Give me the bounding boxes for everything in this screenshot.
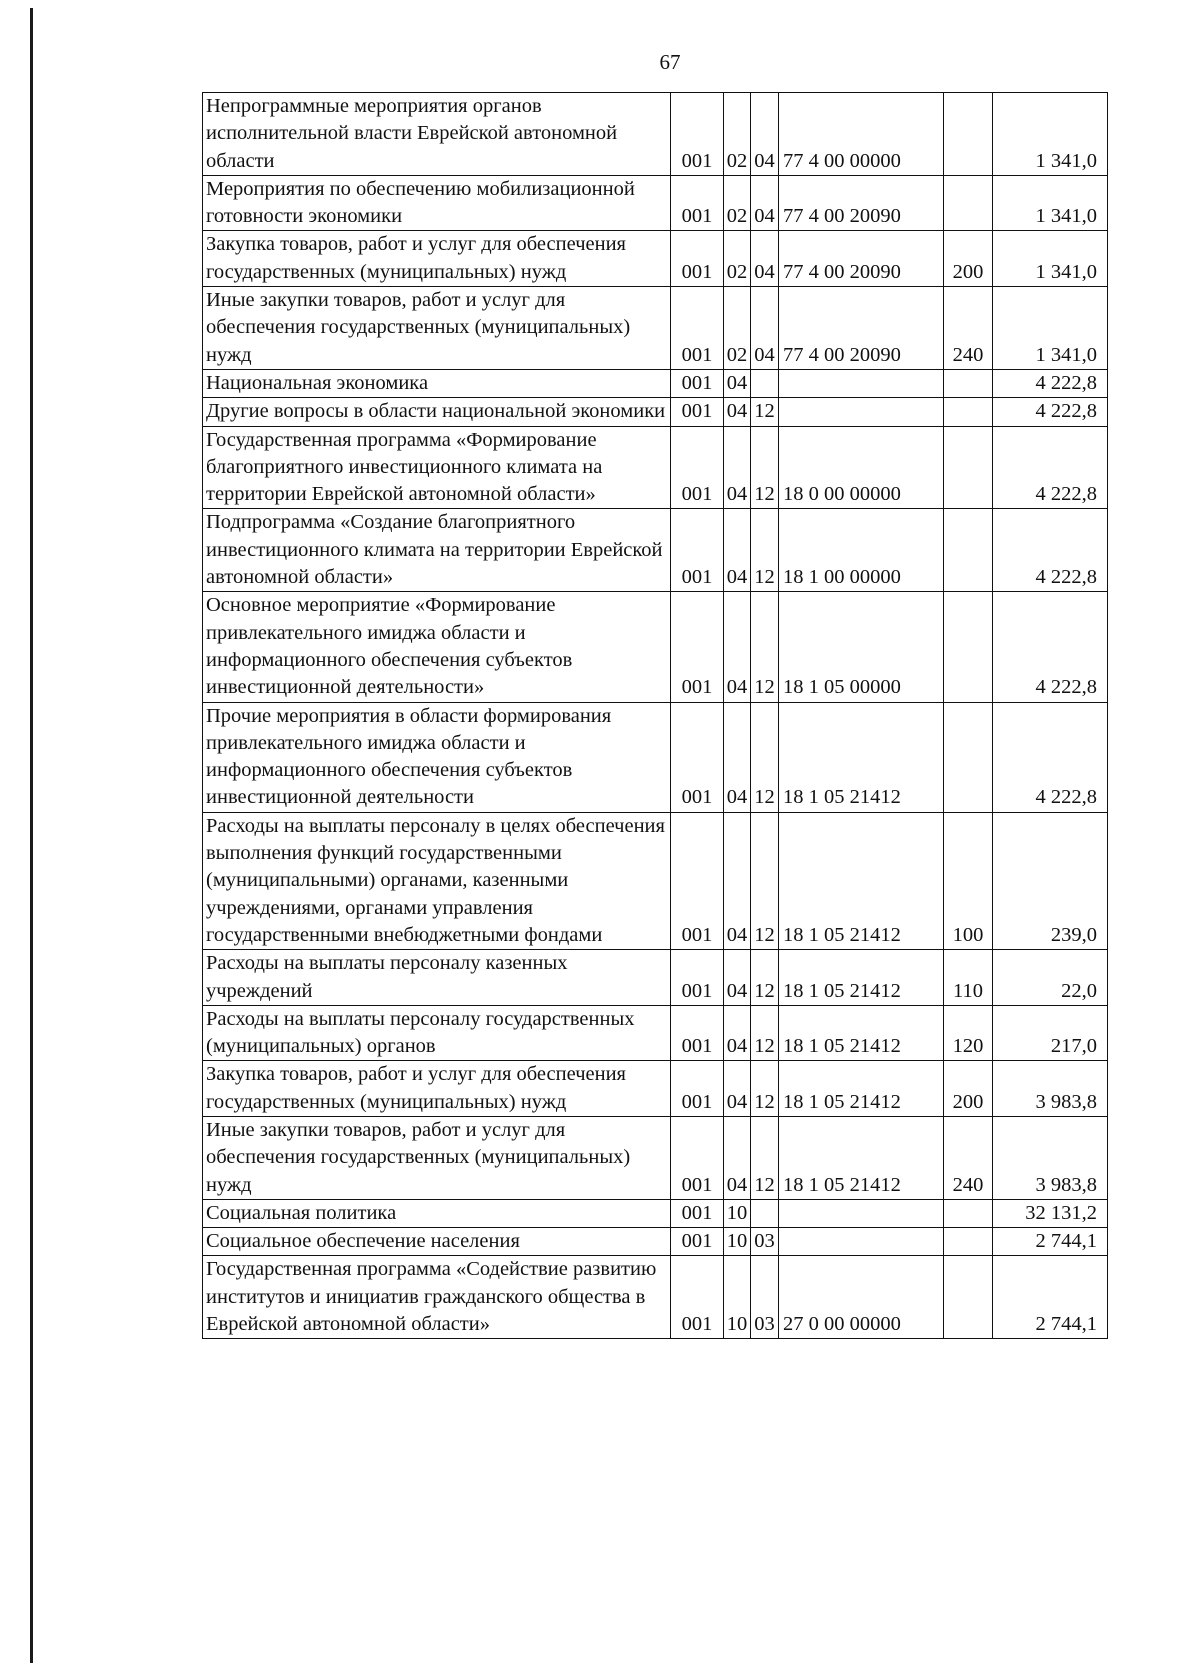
- row-subsection-code: 12: [751, 1005, 779, 1061]
- row-grbs-code: 001: [671, 950, 724, 1006]
- row-name: Непрограммные мероприятия органов исполнительной власти Еврейской автономной области: [203, 93, 671, 176]
- row-expense-type: [944, 509, 993, 592]
- row-section-code: 04: [724, 1005, 751, 1061]
- row-subsection-code: 12: [751, 702, 779, 812]
- row-name: Закупка товаров, работ и услуг для обеспечения государственных (муниципальных) нужд: [203, 1061, 671, 1117]
- row-amount: 1 341,0: [993, 93, 1108, 176]
- row-amount: 4 222,8: [993, 398, 1108, 426]
- row-amount: 22,0: [993, 950, 1108, 1006]
- row-grbs-code: 001: [671, 702, 724, 812]
- table-row: [203, 812, 1108, 949]
- row-grbs-code: 001: [671, 426, 724, 509]
- row-subsection-code: 12: [751, 426, 779, 509]
- row-expense-type: [944, 175, 993, 231]
- table-row: [203, 93, 1108, 176]
- table-row: [203, 369, 1108, 397]
- row-grbs-code: 001: [671, 1061, 724, 1117]
- row-section-code: 04: [724, 1061, 751, 1117]
- row-target-code: [779, 1228, 944, 1256]
- row-name: Подпрограмма «Создание благоприятного инвестиционного климата на территории Еврейской автономной области»: [203, 509, 671, 592]
- row-section-code: 10: [724, 1228, 751, 1256]
- table-row: [203, 398, 1108, 426]
- row-section-code: 04: [724, 509, 751, 592]
- row-expense-type: 100: [944, 812, 993, 949]
- row-grbs-code: 001: [671, 1116, 724, 1199]
- row-subsection-code: 12: [751, 592, 779, 702]
- row-amount: 4 222,8: [993, 592, 1108, 702]
- row-target-code: 18 1 05 21412: [779, 1061, 944, 1117]
- row-subsection-code: 12: [751, 950, 779, 1006]
- row-subsection-code: 12: [751, 812, 779, 949]
- row-target-code: [779, 398, 944, 426]
- row-grbs-code: 001: [671, 175, 724, 231]
- row-section-code: 10: [724, 1199, 751, 1227]
- table-row: [203, 287, 1108, 370]
- row-subsection-code: 03: [751, 1256, 779, 1339]
- binding-edge-line: [30, 8, 33, 1663]
- table-row: [203, 1228, 1108, 1256]
- budget-table-body: [203, 93, 1108, 1339]
- row-target-code: 18 1 05 21412: [779, 950, 944, 1006]
- row-section-code: 10: [724, 1256, 751, 1339]
- row-amount: 2 744,1: [993, 1228, 1108, 1256]
- row-name: Иные закупки товаров, работ и услуг для обеспечения государственных (муниципальных) нужд: [203, 287, 671, 370]
- row-name: Государственная программа «Формирование благоприятного инвестиционного климата на территории Еврейской автономной области»: [203, 426, 671, 509]
- row-grbs-code: 001: [671, 287, 724, 370]
- row-target-code: [779, 1199, 944, 1227]
- row-name: Социальная политика: [203, 1199, 671, 1227]
- row-section-code: 04: [724, 592, 751, 702]
- table-row: [203, 1199, 1108, 1227]
- row-expense-type: [944, 592, 993, 702]
- row-amount: 217,0: [993, 1005, 1108, 1061]
- row-section-code: 04: [724, 369, 751, 397]
- table-row: [203, 1116, 1108, 1199]
- row-grbs-code: 001: [671, 812, 724, 949]
- table-row: [203, 592, 1108, 702]
- row-target-code: 77 4 00 00000: [779, 93, 944, 176]
- row-target-code: 18 1 05 21412: [779, 1005, 944, 1061]
- row-expense-type: 240: [944, 287, 993, 370]
- row-subsection-code: 04: [751, 175, 779, 231]
- row-section-code: 02: [724, 287, 751, 370]
- row-amount: 1 341,0: [993, 231, 1108, 287]
- table-row: [203, 1061, 1108, 1117]
- row-section-code: 04: [724, 702, 751, 812]
- row-expense-type: [944, 93, 993, 176]
- row-section-code: 04: [724, 812, 751, 949]
- row-subsection-code: 03: [751, 1228, 779, 1256]
- row-subsection-code: 12: [751, 1061, 779, 1117]
- row-name: Иные закупки товаров, работ и услуг для обеспечения государственных (муниципальных) нужд: [203, 1116, 671, 1199]
- row-target-code: 77 4 00 20090: [779, 231, 944, 287]
- row-target-code: 18 1 05 00000: [779, 592, 944, 702]
- row-target-code: 77 4 00 20090: [779, 287, 944, 370]
- row-grbs-code: 001: [671, 1256, 724, 1339]
- row-expense-type: [944, 369, 993, 397]
- row-name: Государственная программа «Содействие развитию институтов и инициатив гражданского общества в Еврейской автономной области»: [203, 1256, 671, 1339]
- row-amount: 4 222,8: [993, 426, 1108, 509]
- row-grbs-code: 001: [671, 369, 724, 397]
- row-amount: 3 983,8: [993, 1116, 1108, 1199]
- row-expense-type: 240: [944, 1116, 993, 1199]
- row-target-code: 18 1 05 21412: [779, 1116, 944, 1199]
- row-amount: 3 983,8: [993, 1061, 1108, 1117]
- row-name: Прочие мероприятия в области формирования привлекательного имиджа области и информационного обеспечения субъектов инвестиционной деятельности: [203, 702, 671, 812]
- row-name: Национальная экономика: [203, 369, 671, 397]
- row-amount: 4 222,8: [993, 702, 1108, 812]
- row-expense-type: [944, 702, 993, 812]
- row-grbs-code: 001: [671, 1199, 724, 1227]
- row-target-code: 18 0 00 00000: [779, 426, 944, 509]
- row-name: Социальное обеспечение населения: [203, 1228, 671, 1256]
- row-grbs-code: 001: [671, 509, 724, 592]
- row-grbs-code: 001: [671, 592, 724, 702]
- row-amount: 32 131,2: [993, 1199, 1108, 1227]
- table-row: [203, 509, 1108, 592]
- row-subsection-code: 04: [751, 287, 779, 370]
- row-subsection-code: [751, 1199, 779, 1227]
- row-target-code: 77 4 00 20090: [779, 175, 944, 231]
- row-subsection-code: 04: [751, 231, 779, 287]
- row-section-code: 02: [724, 231, 751, 287]
- row-expense-type: [944, 398, 993, 426]
- row-subsection-code: 12: [751, 509, 779, 592]
- row-target-code: [779, 369, 944, 397]
- table-row: [203, 231, 1108, 287]
- row-section-code: 02: [724, 175, 751, 231]
- page-number: 67: [659, 50, 681, 74]
- row-target-code: 18 1 00 00000: [779, 509, 944, 592]
- row-grbs-code: 001: [671, 231, 724, 287]
- row-section-code: 04: [724, 1116, 751, 1199]
- row-grbs-code: 001: [671, 398, 724, 426]
- table-row: [203, 1256, 1108, 1339]
- row-target-code: 18 1 05 21412: [779, 812, 944, 949]
- row-expense-type: 200: [944, 1061, 993, 1117]
- row-name: Расходы на выплаты персоналу государственных (муниципальных) органов: [203, 1005, 671, 1061]
- row-amount: 239,0: [993, 812, 1108, 949]
- row-grbs-code: 001: [671, 93, 724, 176]
- row-subsection-code: 04: [751, 93, 779, 176]
- budget-table: [202, 92, 1108, 1339]
- row-amount: 1 341,0: [993, 175, 1108, 231]
- row-subsection-code: [751, 369, 779, 397]
- row-name: Закупка товаров, работ и услуг для обеспечения государственных (муниципальных) нужд: [203, 231, 671, 287]
- table-row: [203, 175, 1108, 231]
- table-row: [203, 426, 1108, 509]
- row-name: Расходы на выплаты персоналу казенных учреждений: [203, 950, 671, 1006]
- row-subsection-code: 12: [751, 1116, 779, 1199]
- row-expense-type: [944, 1199, 993, 1227]
- row-amount: 4 222,8: [993, 369, 1108, 397]
- row-grbs-code: 001: [671, 1228, 724, 1256]
- row-target-code: 27 0 00 00000: [779, 1256, 944, 1339]
- row-section-code: 04: [724, 398, 751, 426]
- row-section-code: 04: [724, 950, 751, 1006]
- row-section-code: 02: [724, 93, 751, 176]
- row-section-code: 04: [724, 426, 751, 509]
- row-amount: 4 222,8: [993, 509, 1108, 592]
- row-amount: 1 341,0: [993, 287, 1108, 370]
- row-expense-type: 110: [944, 950, 993, 1006]
- table-row: [203, 950, 1108, 1006]
- table-row: [203, 702, 1108, 812]
- row-expense-type: [944, 1228, 993, 1256]
- row-target-code: 18 1 05 21412: [779, 702, 944, 812]
- row-expense-type: [944, 1256, 993, 1339]
- table-row: [203, 1005, 1108, 1061]
- row-name: Расходы на выплаты персоналу в целях обеспечения выполнения функций государственными (муниципальными) органами, казенными учреждениями, органами управления государственными внебюджетными фондами: [203, 812, 671, 949]
- row-expense-type: 120: [944, 1005, 993, 1061]
- row-name: Мероприятия по обеспечению мобилизационной готовности экономики: [203, 175, 671, 231]
- row-expense-type: 200: [944, 231, 993, 287]
- row-name: Другие вопросы в области национальной экономики: [203, 398, 671, 426]
- row-expense-type: [944, 426, 993, 509]
- row-grbs-code: 001: [671, 1005, 724, 1061]
- row-subsection-code: 12: [751, 398, 779, 426]
- row-amount: 2 744,1: [993, 1256, 1108, 1339]
- row-name: Основное мероприятие «Формирование привлекательного имиджа области и информационного обеспечения субъектов инвестиционной деятельности»: [203, 592, 671, 702]
